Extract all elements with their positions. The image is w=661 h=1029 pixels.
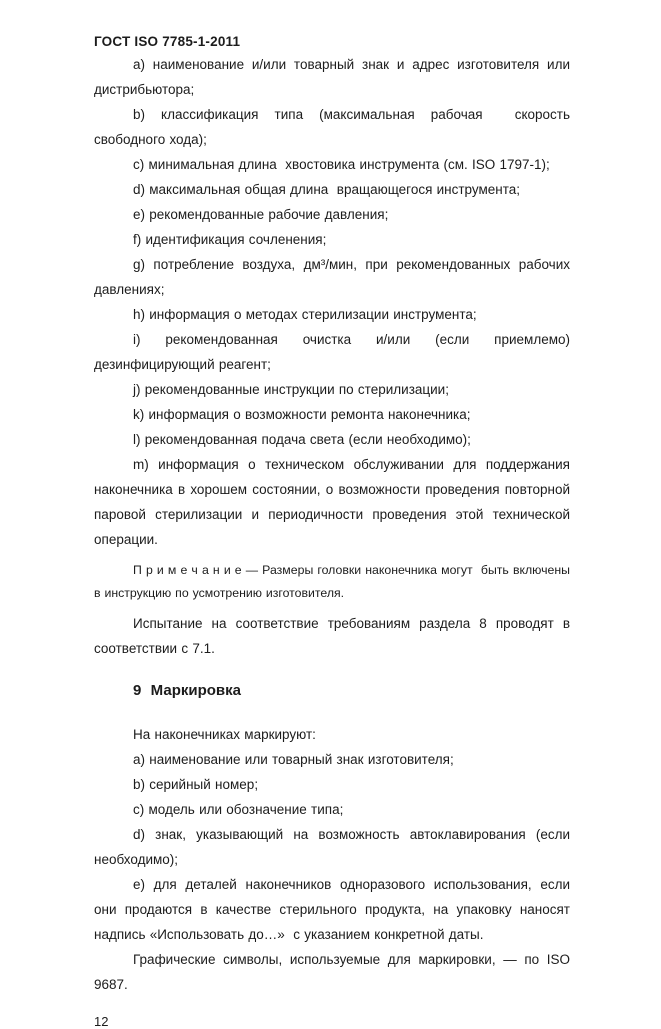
list-item: c) минимальная длина хвостовика инструмента (см. ISO 1797-1); [133, 157, 550, 172]
list-item: l) рекомендованная подача света (если необходимо); [133, 432, 471, 447]
note: П р и м е ч а н и е — Размеры головки наконечника могут быть включены в инструкцию по усмотрению изготовителя. [94, 563, 574, 600]
list-item: k) информация о возможности ремонта наконечника; [133, 407, 471, 422]
section-heading: 9 Маркировка [133, 682, 241, 699]
paragraph: Графические символы, используемые для маркировки, — по ISO 9687. [94, 952, 575, 992]
list-item: b) серийный номер; [133, 777, 259, 792]
page-number: 12 [94, 1014, 109, 1029]
list-item: e) рекомендованные рабочие давления; [133, 207, 389, 222]
list-item: j) рекомендованные инструкции по стерилизации; [133, 382, 449, 397]
list-item: a) наименование или товарный знак изготовителя; [133, 752, 454, 767]
list-item: i) рекомендованная очистка и/или (если приемлемо) дезинфицирующий реагент; [94, 332, 575, 372]
list-item: e) для деталей наконечников одноразового использования, если они продаются в качестве стерильного продукта, на упаковку наносят надпись «Использовать до…» с указанием конкретной даты. [94, 877, 575, 942]
list-item: b) классификация типа (максимальная рабочая скорость свободного хода); [94, 107, 575, 147]
list-item: d) знак, указывающий на возможность автоклавирования (если необходимо); [94, 827, 575, 867]
list-item: h) информация о методах стерилизации инструмента; [133, 307, 477, 322]
document-content [94, 52, 575, 997]
paragraph: На наконечниках маркируют: [133, 727, 316, 742]
list-item: c) модель или обозначение типа; [133, 802, 344, 817]
list-item: f) идентификация сочленения; [133, 232, 327, 247]
list-item: g) потребление воздуха, дм³/мин, при рекомендованных рабочих давлениях; [94, 257, 575, 297]
list-item: m) информация о техническом обслуживании для поддержания наконечника в хорошем состоянии, о возможности проведения повторной паровой стерилизации и периодичности проведения этой технической операции. [94, 457, 575, 547]
list-item: a) наименование и/или товарный знак и адрес изготовителя или дистрибьютора; [94, 57, 575, 97]
list-item: d) максимальная общая длина вращающегося инструмента; [133, 182, 521, 197]
paragraph: Испытание на соответствие требованиям раздела 8 проводят в соответствии с 7.1. [94, 616, 575, 656]
document-header: ГОСТ ISO 7785-1-2011 [94, 34, 241, 49]
